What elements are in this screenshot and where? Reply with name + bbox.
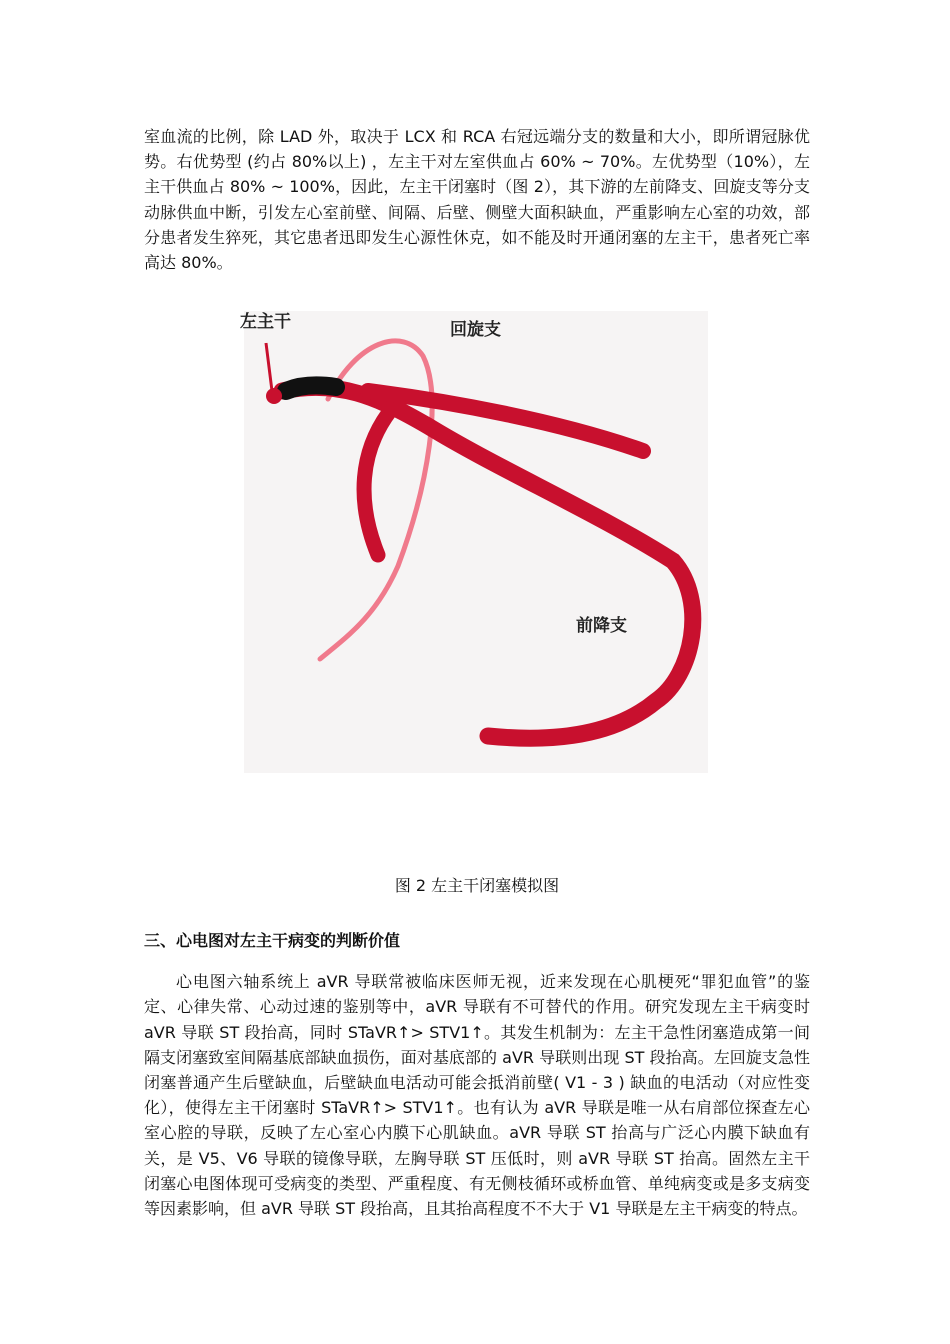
label-lad: 前降支: [576, 616, 627, 637]
artery-diagram: [238, 301, 718, 781]
section-heading: 三、心电图对左主干病变的判断价值: [144, 931, 401, 951]
label-left-main: 左主干: [240, 312, 291, 333]
body-paragraph: 心电图六轴系统上 aVR 导联常被临床医师无视，近来发现在心肌梗死“罪犯血管”的鉴定、心律失常、心动过速的鉴别等中，aVR 导联有不可替代的作用。研究发现左主干病变时 aVR 导联 ST 段抬高，同时 STaVR↑> STV1↑。其发生机制为：左主干急性闭塞造成第一间隔支闭塞致室间隔基底部缺血损伤，面对基底部的 aVR 导联则出现 ST 段抬高。左回旋支急性闭塞普通产生后壁缺血，后壁缺血电活动可能会抵消前壁( V1 - 3 ) 缺血的电活动（对应性变化），使得左主干闭塞时 STaVR↑> STV1↑。也有认为 aVR 导联是唯一从右肩部位探查左心室心腔的导联，反映了左心室心内膜下心肌缺血。aVR 导联 ST 抬高与广泛心内膜下缺血有关，是 V5、V6 导联的镜像导联，左胸导联 ST 压低时，则 aVR 导联 ST 抬高。固然左主干闭塞心电图体现可受病变的类型、严重程度、有无侧枝循环或桥血管、单纯病变或是多支病变等因素影响，但 aVR 导联 ST 段抬高，且其抬高程度不不大于 V1 导联是左主干病变的特点。: [144, 972, 810, 1219]
label-circumflex: 回旋支: [450, 320, 501, 341]
figure-left-main-occlusion: [144, 301, 810, 821]
document-page: [144, 124, 810, 1221]
left-main-origin: [266, 388, 282, 404]
occlusion-mark: [286, 386, 336, 392]
intro-paragraph: 室血流的比例，除 LAD 外，取决于 LCX 和 RCA 右冠远端分支的数量和大小，即所谓冠脉优势。右优势型 (约占 80%以上) ，左主干对左室供血占 60% ~ 70%。左优势型（10%），左主干供血占 80% ~ 100%，因此，左主干闭塞时（图 2），其下游的左前降支、回旋支等分支动脉供血中断，引发左心室前壁、间隔、后壁、侧壁大面积缺血，严重影响左心室的功效，部分患者发生猝死，其它患者迅即发生心源性休克，如不能及时开通闭塞的左主干，患者死亡率高达 80%。: [144, 127, 810, 273]
figure-caption: 图 2 左主干闭塞模拟图: [394, 876, 560, 896]
